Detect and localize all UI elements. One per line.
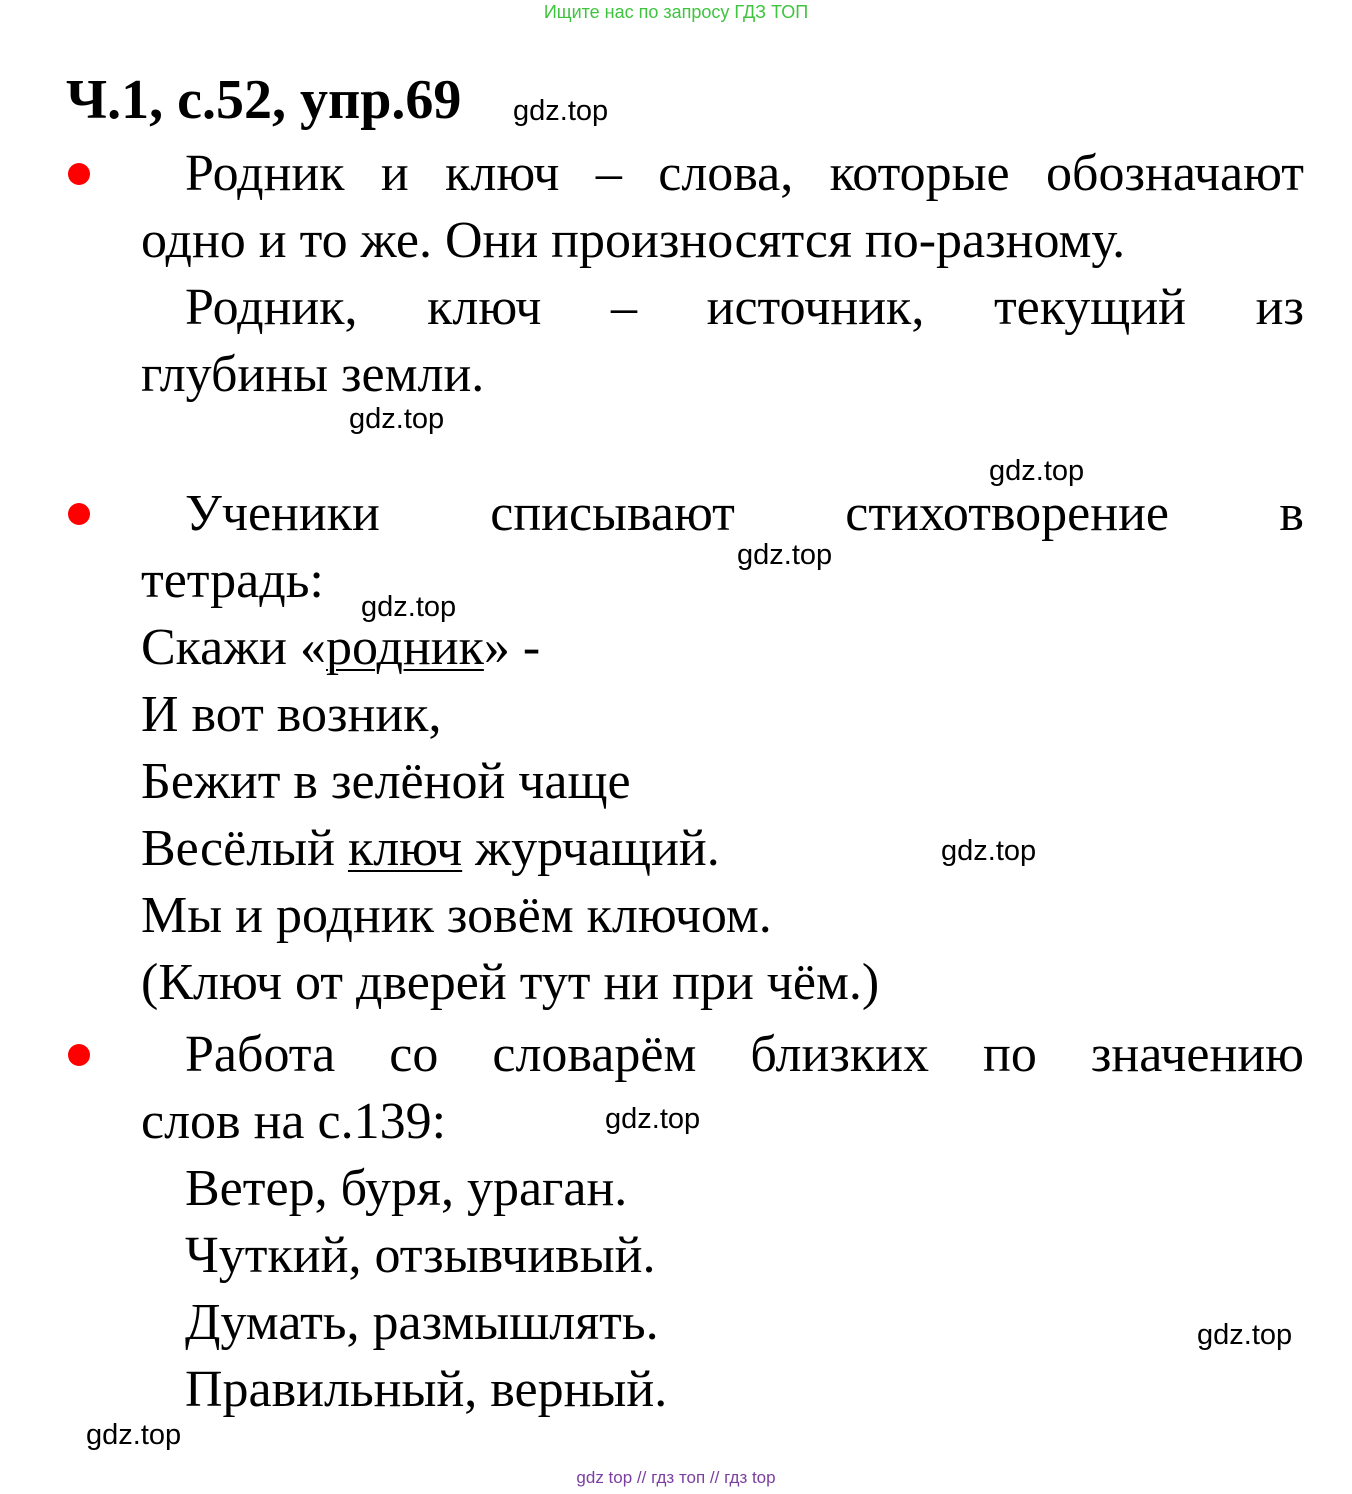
poem-line-5: Мы и родник зовём ключом. [141,887,772,944]
watermark: gdz.top [349,403,445,435]
watermark: gdz.top [605,1103,701,1135]
section1-line4: глубины земли. [141,346,485,403]
synonym-item: Чуткий, отзывчивый. [185,1227,656,1284]
top-banner: Ищите нас по запросу ГДЗ ТОП [543,2,809,22]
bullet-marker [68,1044,90,1066]
bullet-marker [68,503,90,525]
synonym-item: Правильный, верный. [185,1361,668,1418]
watermark: gdz.top [1197,1319,1293,1351]
poem-line-6: (Ключ от дверей тут ни при чём.) [141,954,880,1011]
section1-line2: одно и то же. Они произносятся по-разному. [141,212,1126,269]
poem-line-1 [141,615,540,681]
section1-line1: Родник и ключ – слова, которые обозначают [185,145,1304,202]
synonym-item: Ветер, буря, ураган. [185,1160,628,1217]
poem-text: Скажи « [141,619,326,676]
section2-line1: Ученики списывают стихотворение в [185,485,1304,542]
poem-line-4 [141,816,720,882]
watermark: gdz.top [989,455,1085,487]
page-title: Ч.1, с.52, упр.69 [66,69,462,131]
watermark: gdz.top [86,1419,182,1451]
section3-line2: слов на с.139: [141,1093,447,1150]
poem-text: журчащий. [462,820,720,877]
poem-text: Весёлый [141,820,348,877]
section3-line1: Работа со словарём близких по значению [185,1026,1304,1083]
section1-line3: Родник, ключ – источник, текущий из [185,279,1304,336]
bullet-marker [68,163,90,185]
poem-line-3: Бежит в зелёной чаще [141,753,631,810]
underlined-word: ключ [347,820,463,877]
synonym-item: Думать, размышлять. [185,1294,659,1351]
watermark: gdz.top [513,95,609,127]
underlined-word: родник [326,619,484,676]
poem-text: » - [483,619,541,676]
watermark: gdz.top [941,835,1037,867]
poem-line-2: И вот возник, [141,686,442,743]
footer-links: gdz top // гдз топ // гдз top [576,1468,776,1487]
watermark: gdz.top [737,539,833,571]
section2-line2: тетрадь: [141,552,324,609]
watermark: gdz.top [361,591,457,623]
